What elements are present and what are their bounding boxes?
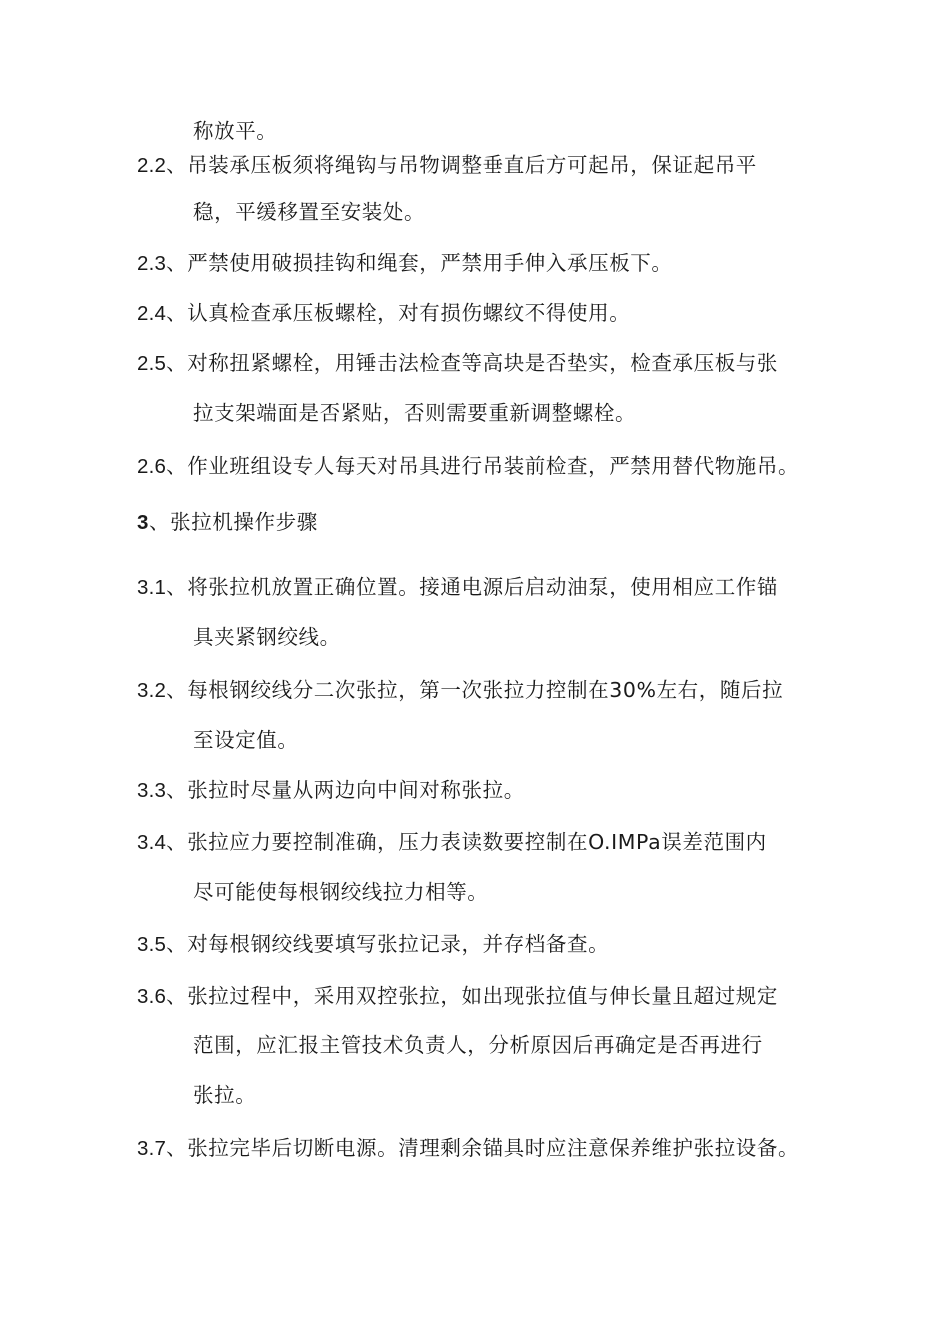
line-text: 具夹紧钢绞线。 [193,625,341,649]
list-item-3-6 [137,982,778,1011]
heading-text: 、张拉机操作步骤 [149,510,318,534]
line-text: 称放平。 [193,119,278,143]
list-item-3-7 [137,1134,799,1163]
item-number: 2.4 [137,302,167,325]
list-item-3-2 [137,676,783,705]
line-text: 张拉。 [193,1083,257,1107]
list-item-3-1 [137,573,778,602]
text-line [193,623,341,651]
item-text: 、张拉应力要控制准确，压力表读数要控制在O.IMPa误差范围内 [166,830,767,854]
section-heading-3 [137,508,318,537]
item-number: 2.2 [137,154,167,177]
item-text: 、将张拉机放置正确位置。接通电源后启动油泵，使用相应工作锚 [166,575,779,599]
item-number: 3.3 [137,779,167,802]
item-text: 、作业班组设专人每天对吊具进行吊装前检查，严禁用替代物施吊。 [166,454,800,478]
text-line [193,726,299,754]
item-text: 、吊装承压板须将绳钩与吊物调整垂直后方可起吊，保证起吊平 [166,153,757,177]
line-text: 尽可能使每根钢绞线拉力相等。 [193,880,489,904]
item-number: 3.6 [137,985,167,1008]
text-line [193,878,488,906]
item-number: 3.4 [137,831,167,854]
item-number: 3.5 [137,933,167,956]
item-text: 、每根钢绞线分二次张拉，第一次张拉力控制在30%左右，随后拉 [166,678,784,702]
item-text: 、对每根钢绞线要填写张拉记录，并存档备查。 [166,932,610,956]
text-line [193,1081,256,1109]
line-text: 稳，平缓移置至安装处。 [193,200,426,224]
item-text: 、严禁使用破损挂钩和绳套，严禁用手伸入承压板下。 [166,251,673,275]
item-number: 3.1 [137,576,167,599]
line-text: 范围，应汇报主管技术负责人，分析原因后再确定是否再进行 [193,1033,763,1057]
list-item-3-5 [137,930,609,959]
item-number: 2.5 [137,352,167,375]
item-text: 、张拉时尽量从两边向中间对称张拉。 [166,778,525,802]
text-line [193,1031,763,1059]
line-text: 至设定值。 [193,728,299,752]
item-text: 、张拉完毕后切断电源。清理剩余锚具时应注意保养维护张拉设备。 [166,1136,800,1160]
list-item-2-6 [137,452,799,481]
item-text: 、张拉过程中，采用双控张拉，如出现张拉值与伸长量且超过规定 [166,984,779,1008]
list-item-3-3 [137,776,525,805]
line-text: 拉支架端面是否紧贴，否则需要重新调整螺栓。 [193,401,637,425]
text-line [193,117,277,145]
list-item-3-4 [137,828,767,857]
item-text: 、对称扭紧螺栓，用锤击法检查等高块是否垫实，检查承压板与张 [166,351,779,375]
item-text: 、认真检查承压板螺栓，对有损伤螺纹不得使用。 [166,301,631,325]
text-line [193,399,636,427]
list-item-2-5 [137,349,778,378]
heading-number: 3 [137,511,150,534]
item-number: 3.7 [137,1137,167,1160]
list-item-2-2 [137,151,757,180]
item-number: 2.3 [137,252,167,275]
list-item-2-3 [137,249,673,278]
text-line [193,198,425,226]
item-number: 2.6 [137,455,167,478]
list-item-2-4 [137,299,630,328]
item-number: 3.2 [137,679,167,702]
